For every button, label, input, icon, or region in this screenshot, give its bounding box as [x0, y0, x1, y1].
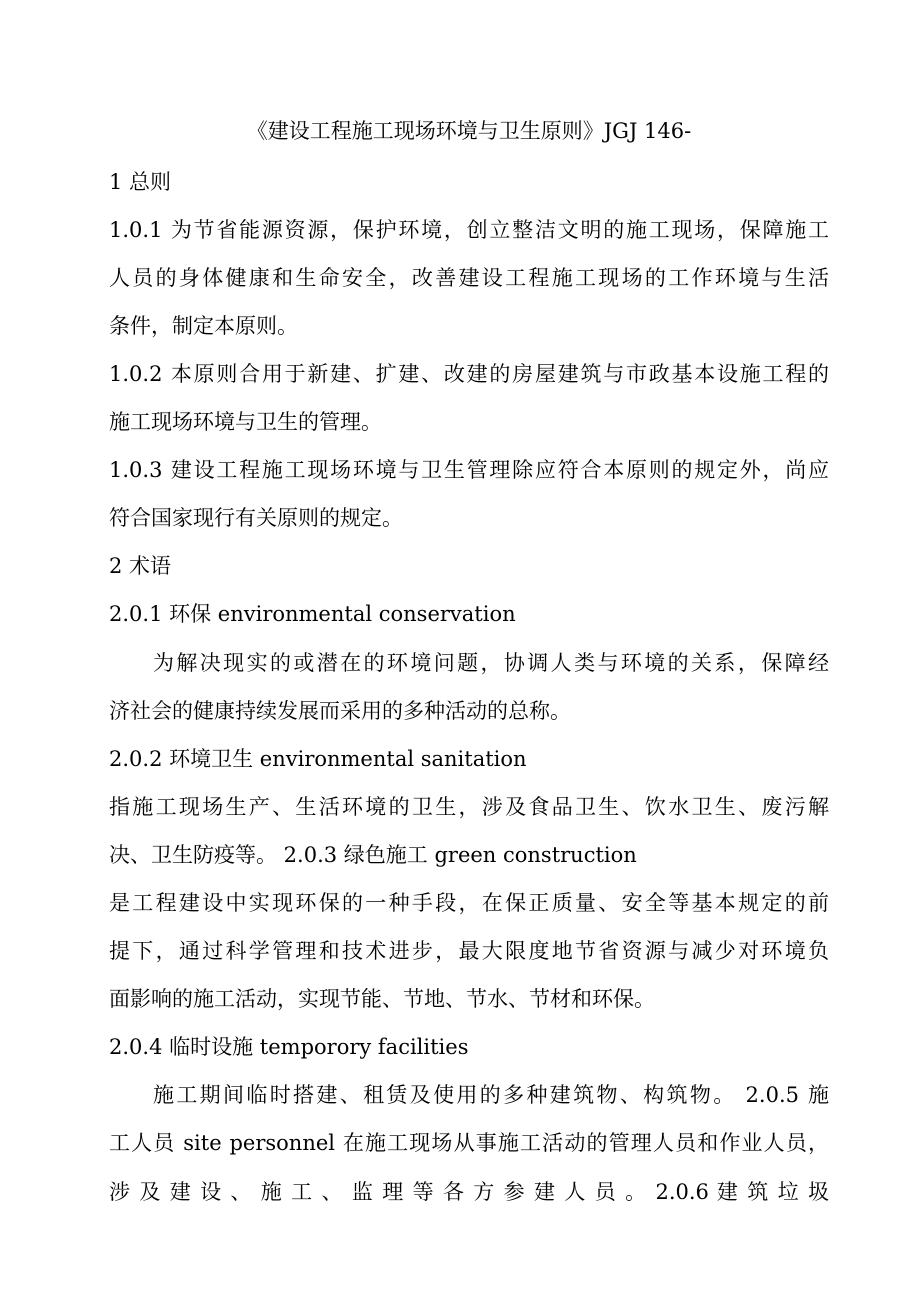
term-2-0-4-line-1: 施工期间临时搭建、租赁及使用的多种建筑物、构筑物。 2.0.5 施 — [153, 1083, 829, 1107]
clause-1-0-3-line-1: 1.0.3 建设工程施工现场环境与卫生管理除应符合本原则的规定外，尚应 — [109, 458, 829, 482]
clause-1-0-1-line-2: 人员的身体健康和生命安全，改善建设工程施工现场的工作环境与生活 — [109, 266, 829, 290]
term-2-0-1-heading: 2.0.1 环保 environmental conservation — [109, 602, 516, 626]
clause-1-0-2-line-1: 1.0.2 本原则合用于新建、扩建、改建的房屋建筑与市政基本设施工程的 — [109, 362, 829, 386]
document-title: 《建设工程施工现场环境与卫生原则》JGJ 146- — [246, 119, 692, 143]
clause-1-0-1-line-3: 条件，制定本原则。 — [109, 314, 298, 338]
clause-1-0-3-line-2: 符合国家现行有关原则的规定。 — [109, 506, 403, 530]
term-2-0-5-line-1: 工人员 site personnel 在施工现场从事施工活动的管理人员和作业人员， — [109, 1131, 829, 1155]
term-2-0-4-heading: 2.0.4 临时设施 temporory facilities — [109, 1035, 469, 1059]
clause-1-0-2-line-2: 施工现场环境与卫生的管理。 — [109, 410, 382, 434]
term-2-0-2-line-1: 指施工现场生产、生活环境的卫生，涉及食品卫生、饮水卫生、废污解 — [109, 795, 829, 819]
term-2-0-3-line-3: 面影响的施工活动，实现节能、节地、节水、节材和环保。 — [109, 987, 655, 1011]
term-2-0-5-line-2: 涉 及 建 设 、 施 工 、 监 理 等 各 方 参 建 人 员 。 2.0.6 建 筑 垃 圾 — [109, 1180, 829, 1204]
section-heading-general: 1 总则 — [109, 170, 172, 194]
term-2-0-2-line-2: 决、卫生防疫等。 2.0.3 绿色施工 green construction — [109, 843, 637, 867]
clause-1-0-1-line-1: 1.0.1 为节省能源资源，保护环境，创立整洁文明的施工现场，保障施工 — [109, 218, 829, 242]
term-2-0-1-line-1: 为解决现实的或潜在的环境问题，协调人类与环境的关系，保障经 — [153, 651, 829, 675]
term-2-0-1-line-2: 济社会的健康持续发展而采用的多种活动的总称。 — [109, 699, 571, 723]
term-2-0-3-line-1: 是工程建设中实现环保的一种手段，在保正质量、安全等基本规定的前 — [109, 891, 829, 915]
term-2-0-3-line-2: 提下，通过科学管理和技术进步，最大限度地节省资源与减少对环境负 — [109, 939, 829, 963]
term-2-0-2-heading: 2.0.2 环境卫生 environmental sanitation — [109, 747, 527, 771]
section-heading-terms: 2 术语 — [109, 554, 172, 578]
